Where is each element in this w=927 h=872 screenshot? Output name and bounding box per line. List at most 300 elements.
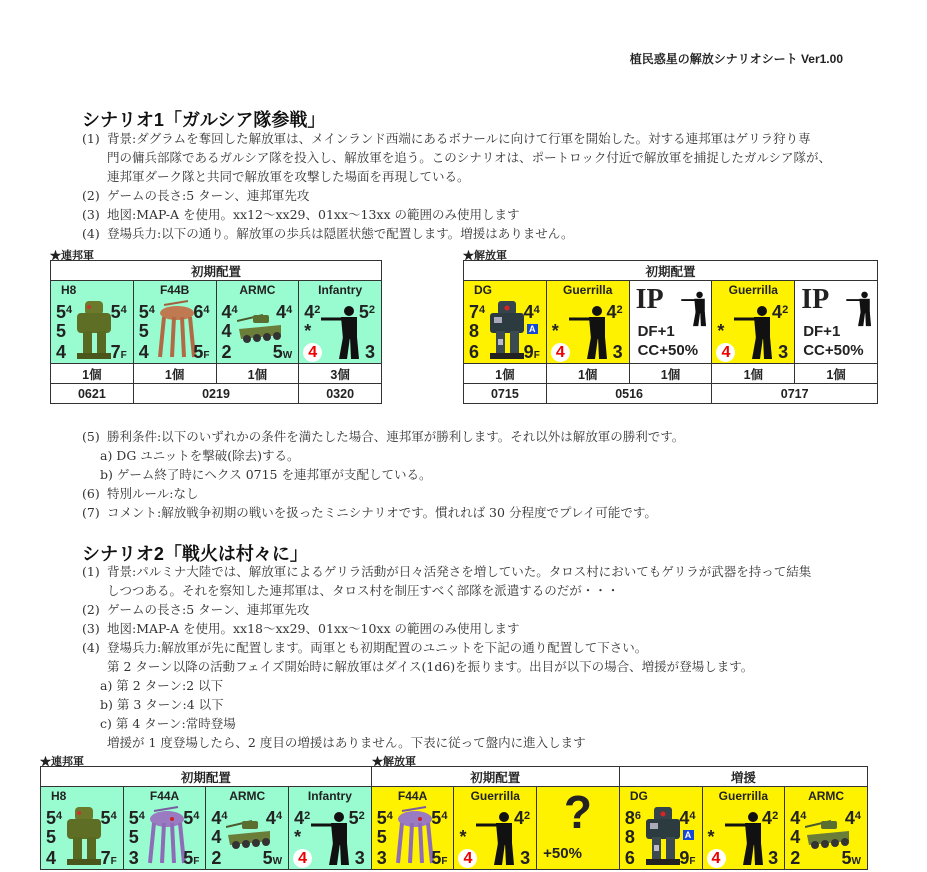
range bbox=[183, 809, 199, 827]
item-continuation: 門の傭兵部隊であるガルシア隊を投入し、解放軍を追う。このシナリオは、ポートロック付近で解放軍を捕捉したガルシア隊が、 bbox=[107, 150, 832, 165]
cc-modifier: CC+50% bbox=[803, 342, 864, 359]
defense bbox=[211, 828, 221, 846]
range-value: 4 bbox=[265, 808, 276, 828]
hex: 0715 bbox=[464, 384, 547, 404]
attack bbox=[377, 809, 393, 827]
defense bbox=[469, 322, 479, 340]
movement bbox=[768, 849, 778, 867]
attack-mod: 4 bbox=[231, 304, 238, 316]
counter-face bbox=[620, 787, 702, 869]
defense bbox=[129, 828, 139, 846]
movement-mod: F bbox=[203, 350, 210, 361]
range-mod: 4 bbox=[533, 304, 540, 316]
movement-value: 3 bbox=[612, 342, 623, 362]
counter-face bbox=[630, 281, 712, 363]
defense-value: 4 bbox=[790, 827, 801, 847]
range-value: 5 bbox=[100, 808, 111, 828]
attack-value: 5 bbox=[138, 302, 149, 322]
scenario1-fed-table bbox=[50, 260, 382, 404]
range-mod: 4 bbox=[193, 810, 200, 822]
fed-label: ★連邦軍 bbox=[50, 250, 94, 262]
counter-face bbox=[547, 281, 629, 363]
attack-mod: 4 bbox=[148, 304, 155, 316]
counter-face bbox=[206, 787, 288, 869]
range-mod: 4 bbox=[120, 304, 127, 316]
attack bbox=[129, 809, 145, 827]
soldier-image bbox=[845, 287, 875, 321]
defense-value: * bbox=[294, 827, 302, 847]
attack-value: 4 bbox=[294, 808, 305, 828]
scenario1-lib-table bbox=[463, 260, 878, 404]
item-number: (1) bbox=[82, 564, 100, 579]
unit-counter bbox=[629, 281, 712, 364]
armor bbox=[222, 343, 232, 361]
range-value: 4 bbox=[513, 808, 524, 828]
counter-face bbox=[299, 281, 381, 363]
range bbox=[679, 809, 695, 827]
item-text: 勝利条件:以下のいずれかの条件を満たした場合、連邦軍が勝利します。それ以外は解放軍の勝利です。 bbox=[107, 429, 685, 444]
unit-name: ARMC bbox=[808, 789, 845, 803]
ace-badge-icon: A bbox=[527, 324, 538, 334]
item-text: 地図:MAP-A を使用。xx12～xx29、01xx～13xx の範囲のみ使用します bbox=[107, 207, 520, 222]
defense bbox=[222, 322, 232, 340]
unit-counter bbox=[371, 787, 454, 870]
lib-label: ★解放軍 bbox=[463, 250, 507, 262]
armor-value: 2 bbox=[790, 848, 801, 868]
unit-counter bbox=[537, 787, 620, 870]
list-item bbox=[82, 600, 811, 619]
range-value: 5 bbox=[358, 302, 369, 322]
unit-name: H8 bbox=[61, 283, 77, 297]
attack-value: 4 bbox=[221, 302, 232, 322]
movement-value: 3 bbox=[768, 848, 779, 868]
attack-mod: 4 bbox=[221, 810, 228, 822]
movement-mod: F bbox=[110, 856, 117, 867]
ace-badge-icon: A bbox=[683, 830, 694, 840]
range bbox=[276, 303, 292, 321]
attack-mod: 4 bbox=[479, 304, 486, 316]
unit-counter bbox=[785, 787, 868, 870]
armor bbox=[56, 343, 66, 361]
defense-value: 4 bbox=[211, 827, 222, 847]
range-mod: 4 bbox=[286, 304, 293, 316]
scenario1-title: シナリオ1「ガルシア隊参戦」 bbox=[82, 110, 326, 130]
movement bbox=[365, 343, 375, 361]
range-value: 4 bbox=[679, 808, 690, 828]
range bbox=[431, 809, 447, 827]
item-number: (5) bbox=[82, 429, 100, 444]
attack bbox=[469, 303, 485, 321]
range-value: 4 bbox=[762, 808, 773, 828]
item-number: (1) bbox=[82, 131, 100, 146]
movement bbox=[524, 343, 540, 361]
movement-mod: F bbox=[193, 856, 200, 867]
item-continuation: 第 2 ターン以降の活動フェイズ開始時に解放軍はダイス(1d6)を振ります。出目が以下の場合、増援が登場します。 bbox=[107, 659, 754, 674]
range-value: 4 bbox=[844, 808, 855, 828]
scenario2-rules bbox=[82, 562, 811, 752]
item-number: (4) bbox=[82, 226, 100, 241]
counter-face bbox=[795, 281, 877, 363]
initial-header: 初期配置 bbox=[51, 261, 382, 281]
sub-item: b) 第 3 ターン:4 以下 bbox=[100, 697, 224, 712]
unit-name: Infantry bbox=[307, 789, 352, 803]
movement-value: 5 bbox=[841, 848, 852, 868]
movement bbox=[263, 849, 282, 867]
assault-value bbox=[716, 342, 735, 362]
item-continuation: しつつある。それを察知した連邦軍は、タロス村を制圧すべく部隊を派遣するのだが・・・ bbox=[107, 583, 620, 598]
defense-value: 5 bbox=[138, 321, 149, 341]
armor bbox=[625, 849, 635, 867]
list-item bbox=[82, 484, 684, 503]
sheet-header: 植民惑星の解放シナリオシート Ver1.00 bbox=[629, 52, 843, 66]
movement-mod: F bbox=[689, 856, 696, 867]
scenario1-victory bbox=[82, 427, 684, 522]
defense-value: * bbox=[707, 827, 715, 847]
unit-counter bbox=[464, 281, 547, 364]
defense bbox=[377, 828, 387, 846]
defense-value: * bbox=[459, 827, 467, 847]
defense bbox=[552, 322, 559, 340]
unit-name: F44A bbox=[149, 789, 180, 803]
unit-counter bbox=[133, 281, 216, 364]
ip-label: IP bbox=[801, 284, 830, 315]
range bbox=[762, 809, 778, 827]
range-value: 5 bbox=[431, 808, 442, 828]
range bbox=[524, 303, 540, 321]
counter-face bbox=[372, 787, 454, 869]
item-text: 背景:ダグラムを奪回した解放軍は、メインランド西端にあるボナールに向けて行軍を開始した。対する連邦軍はゲリラ狩り専 bbox=[107, 131, 811, 146]
defense-value: 8 bbox=[624, 827, 635, 847]
counter-face bbox=[464, 281, 546, 363]
defense-value: 5 bbox=[56, 321, 67, 341]
defense-value: 5 bbox=[46, 827, 57, 847]
red-circle: 4 bbox=[293, 849, 312, 868]
range bbox=[606, 303, 622, 321]
attack-value: 5 bbox=[46, 808, 57, 828]
counter-face bbox=[785, 787, 867, 869]
range-mod: 4 bbox=[689, 810, 696, 822]
movement bbox=[431, 849, 447, 867]
movement bbox=[613, 343, 623, 361]
reinforcement-header: 増援 bbox=[619, 767, 867, 787]
unit-counter bbox=[206, 787, 289, 870]
attack-value: 7 bbox=[469, 302, 480, 322]
unit-name: Guerrilla bbox=[728, 283, 778, 297]
count: 1個 bbox=[464, 364, 547, 384]
bonus-text: +50% bbox=[543, 845, 582, 862]
unit-name: Infantry bbox=[318, 283, 363, 297]
movement bbox=[183, 849, 199, 867]
item-continuation: 増援が 1 度登場したら、2 度目の増援はありません。下表に従って盤内に進入します bbox=[107, 735, 586, 750]
attack-mod: 6 bbox=[634, 810, 641, 822]
armor bbox=[46, 849, 56, 867]
unit-counter bbox=[546, 281, 629, 364]
list-item bbox=[82, 619, 811, 638]
movement bbox=[778, 343, 788, 361]
unit-name: Guerrilla bbox=[470, 789, 520, 803]
range bbox=[101, 809, 117, 827]
attack-value: 4 bbox=[211, 808, 222, 828]
counter-face bbox=[134, 281, 216, 363]
unit-counter bbox=[216, 281, 299, 364]
range-mod: 2 bbox=[616, 304, 623, 316]
defense bbox=[56, 322, 66, 340]
armor bbox=[790, 849, 800, 867]
range bbox=[111, 303, 127, 321]
range-value: 4 bbox=[606, 302, 617, 322]
soldier-image bbox=[680, 287, 710, 321]
defense-value: 5 bbox=[376, 827, 387, 847]
movement-value: 7 bbox=[110, 342, 121, 362]
movement-value: 5 bbox=[193, 342, 204, 362]
item-number: (4) bbox=[82, 640, 100, 655]
movement-mod: W bbox=[272, 856, 283, 867]
counter-face bbox=[51, 281, 133, 363]
attack-value: 8 bbox=[624, 808, 635, 828]
attack-value: 5 bbox=[56, 302, 67, 322]
item-text: 背景:パルミナ大陸では、解放軍によるゲリラ活動が日々活発さを増していた。タロス村においてもゲリラが武器を持って結集 bbox=[107, 564, 812, 579]
attack-value: 4 bbox=[304, 302, 315, 322]
counter-face bbox=[41, 787, 123, 869]
movement-value: 5 bbox=[272, 342, 283, 362]
counter-face bbox=[454, 787, 536, 869]
range bbox=[359, 303, 375, 321]
item-continuation: 連邦軍ダーク隊と共同で解放軍を攻撃した場面を再現している。 bbox=[107, 169, 470, 184]
red-circle: 4 bbox=[707, 849, 726, 868]
movement bbox=[842, 849, 861, 867]
unit-name: H8 bbox=[51, 789, 67, 803]
item-number: (7) bbox=[82, 505, 100, 520]
red-circle: 4 bbox=[303, 343, 322, 362]
armor bbox=[211, 849, 221, 867]
attack bbox=[222, 303, 238, 321]
initial-header: 初期配置 bbox=[464, 261, 878, 281]
unit-counter bbox=[795, 281, 878, 364]
hex: 0621 bbox=[51, 384, 134, 404]
fed-label: ★連邦軍 bbox=[40, 756, 84, 768]
attack bbox=[625, 809, 641, 827]
range-mod: 4 bbox=[203, 304, 210, 316]
count: 1個 bbox=[546, 364, 629, 384]
movement-value: 3 bbox=[778, 342, 789, 362]
defense-value: 5 bbox=[128, 827, 139, 847]
attack bbox=[211, 809, 227, 827]
armor-value: 3 bbox=[376, 848, 387, 868]
item-number: (2) bbox=[82, 188, 100, 203]
range-value: 5 bbox=[348, 808, 359, 828]
attack-mod: 2 bbox=[314, 304, 321, 316]
defense-value: * bbox=[551, 321, 559, 341]
movement-value: 3 bbox=[520, 848, 531, 868]
range-mod: 2 bbox=[368, 304, 375, 316]
item-number: (3) bbox=[82, 207, 100, 222]
counter-face bbox=[703, 787, 785, 869]
armor-value: 6 bbox=[469, 342, 480, 362]
hex: 0717 bbox=[712, 384, 878, 404]
attack bbox=[56, 303, 72, 321]
scenario2-table bbox=[40, 766, 868, 870]
attack bbox=[304, 303, 320, 321]
range bbox=[845, 809, 861, 827]
armor-value: 4 bbox=[46, 848, 57, 868]
counter-face bbox=[124, 787, 206, 869]
lib-label: ★解放軍 bbox=[372, 756, 416, 768]
defense bbox=[708, 828, 715, 846]
sub-item: b) ゲーム終了時にヘクス 0715 を連邦軍が支配している。 bbox=[100, 467, 432, 482]
item-text: ゲームの長さ:5 ターン、連邦軍先攻 bbox=[107, 188, 310, 203]
unit-name: Guerrilla bbox=[563, 283, 613, 297]
unit-name: ARMC bbox=[229, 789, 266, 803]
attack-mod: 4 bbox=[138, 810, 145, 822]
range-mod: 4 bbox=[110, 810, 117, 822]
movement-mod: W bbox=[282, 350, 293, 361]
item-text: 登場兵力:以下の通り。解放軍の歩兵は隠匿状態で配置します。増援はありません。 bbox=[107, 226, 574, 241]
movement-value: 7 bbox=[100, 848, 111, 868]
unit-counter bbox=[299, 281, 382, 364]
unit-counter bbox=[702, 787, 785, 870]
item-text: 登場兵力:解放軍が先に配置します。両軍とも初期配置のユニットを下記の通り配置して下さい。 bbox=[107, 640, 648, 655]
movement-value: 5 bbox=[431, 848, 442, 868]
defense bbox=[304, 322, 311, 340]
scenario2-title: シナリオ2「戦火は村々に」 bbox=[82, 544, 308, 564]
armor-value: 4 bbox=[56, 342, 67, 362]
defense bbox=[790, 828, 800, 846]
defense bbox=[294, 828, 301, 846]
attack-value: 5 bbox=[376, 808, 387, 828]
range bbox=[514, 809, 530, 827]
unit-name: F44B bbox=[159, 283, 190, 297]
movement bbox=[111, 343, 127, 361]
range bbox=[772, 303, 788, 321]
count: 1個 bbox=[629, 364, 712, 384]
attack-value: 5 bbox=[128, 808, 139, 828]
hex: 0516 bbox=[546, 384, 712, 404]
item-text: 特別ルール:なし bbox=[107, 486, 199, 501]
armor-value: 3 bbox=[128, 848, 139, 868]
range bbox=[349, 809, 365, 827]
assault-value bbox=[458, 848, 477, 868]
ip-label: IP bbox=[635, 284, 664, 315]
attack bbox=[139, 303, 155, 321]
cc-modifier: CC+50% bbox=[637, 342, 699, 359]
count: 3個 bbox=[299, 364, 382, 384]
unit-counter bbox=[41, 787, 124, 870]
attack-mod: 4 bbox=[56, 810, 63, 822]
attack bbox=[46, 809, 62, 827]
item-number: (3) bbox=[82, 621, 100, 636]
unit-name: DG bbox=[629, 789, 648, 803]
unit-name: F44A bbox=[397, 789, 428, 803]
range-value: 4 bbox=[276, 302, 287, 322]
movement bbox=[101, 849, 117, 867]
movement-value: 5 bbox=[262, 848, 273, 868]
sub-item: a) 第 2 ターン:2 以下 bbox=[100, 678, 224, 693]
movement bbox=[679, 849, 695, 867]
unit-counter bbox=[619, 787, 702, 870]
item-text: 地図:MAP-A を使用。xx18～xx29、01xx～10xx の範囲のみ使用します bbox=[107, 621, 520, 636]
unit-counter bbox=[289, 787, 372, 870]
item-text: ゲームの長さ:5 ターン、連邦軍先攻 bbox=[107, 602, 310, 617]
armor-value: 6 bbox=[624, 848, 635, 868]
list-item bbox=[82, 205, 831, 224]
hex: 0219 bbox=[133, 384, 299, 404]
initial-header: 初期配置 bbox=[371, 767, 619, 787]
scenario1-rules bbox=[82, 129, 831, 243]
defense-value: 8 bbox=[469, 321, 480, 341]
defense bbox=[139, 322, 149, 340]
sub-item: a) DG ユニットを撃破(除去)する。 bbox=[100, 448, 300, 463]
initial-header: 初期配置 bbox=[41, 767, 372, 787]
list-item bbox=[82, 129, 831, 148]
defense-value: * bbox=[717, 321, 725, 341]
movement-value: 9 bbox=[679, 848, 690, 868]
count: 1個 bbox=[133, 364, 216, 384]
count: 1個 bbox=[712, 364, 795, 384]
assault-value bbox=[303, 342, 322, 362]
attack bbox=[294, 809, 310, 827]
unit-name: DG bbox=[474, 283, 492, 297]
range-mod: 2 bbox=[358, 810, 365, 822]
range-value: 5 bbox=[183, 808, 194, 828]
question-mark: ? bbox=[563, 786, 593, 838]
armor-value: 2 bbox=[221, 342, 232, 362]
armor bbox=[129, 849, 139, 867]
list-item bbox=[82, 186, 831, 205]
count: 1個 bbox=[216, 364, 299, 384]
red-circle: 4 bbox=[458, 849, 477, 868]
df-modifier: DF+1 bbox=[637, 323, 675, 340]
movement-value: 3 bbox=[354, 848, 365, 868]
unit-counter bbox=[454, 787, 537, 870]
movement-mod: W bbox=[851, 856, 861, 867]
assault-value bbox=[551, 342, 570, 362]
assault-value bbox=[293, 848, 312, 868]
item-number: (6) bbox=[82, 486, 100, 501]
movement bbox=[520, 849, 530, 867]
defense bbox=[625, 828, 635, 846]
counter-face bbox=[712, 281, 794, 363]
defense bbox=[459, 828, 466, 846]
range-mod: 4 bbox=[854, 810, 861, 822]
attack-mod: 4 bbox=[66, 304, 73, 316]
item-number: (2) bbox=[82, 602, 100, 617]
counter-face bbox=[537, 787, 619, 869]
movement bbox=[193, 343, 209, 361]
movement-mod: F bbox=[120, 350, 127, 361]
list-item bbox=[82, 638, 811, 657]
unit-name: Guerrilla bbox=[718, 789, 769, 803]
range-value: 6 bbox=[193, 302, 204, 322]
df-modifier: DF+1 bbox=[803, 323, 841, 340]
sub-item: c) 第 4 ターン:常時登場 bbox=[100, 716, 236, 731]
attack bbox=[790, 809, 806, 827]
armor bbox=[139, 343, 149, 361]
list-item bbox=[82, 427, 684, 446]
red-circle: 4 bbox=[551, 343, 570, 362]
range-mod: 2 bbox=[772, 810, 779, 822]
defense bbox=[717, 322, 724, 340]
range-mod: 4 bbox=[275, 810, 283, 822]
range bbox=[266, 809, 282, 827]
range-value: 5 bbox=[110, 302, 121, 322]
range-value: 4 bbox=[523, 302, 534, 322]
movement-value: 9 bbox=[523, 342, 534, 362]
armor bbox=[377, 849, 387, 867]
range-value: 4 bbox=[772, 302, 783, 322]
defense bbox=[46, 828, 56, 846]
list-item bbox=[82, 224, 831, 243]
range-mod: 4 bbox=[441, 810, 448, 822]
